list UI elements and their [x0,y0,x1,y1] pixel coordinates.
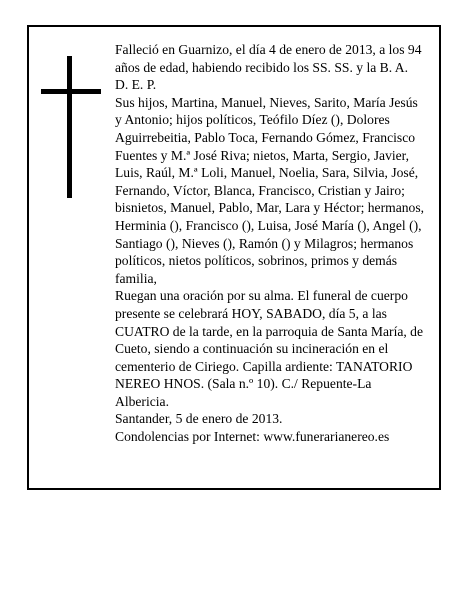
cross-vertical-bar [67,56,72,198]
notice-text [115,41,425,446]
family-list: Sus hijos, Martina, Manuel, Nieves, Sarito, María Jesús y Antonio; hijos políticos, Teófilo Díez (), Dolores Aguirrebeitia, Pablo Toca, Fernando Gómez, Francisco Fuentes y M.ª José Riva; nietos, Marta, Sergio, Javier, Luis, Raúl, M.ª Loli, Manuel, Noelia, Sara, Silvia, José, Fernando, Víctor, Blanca, Francisco, Cristian y Jairo; bisnietos, Manuel, Pablo, Mar, Lara y Héctor; hermanos, Herminia (), Francisco (), Luisa, José María (), Angel (), Santiago (), Nieves (), Ramón () y Milagros; hermanos políticos, nietos políticos, sobrinos, primos y demás familia, [115,94,425,286]
condolences-info: Condolencias por Internet: www.funerarianereo.es [115,429,390,445]
rest-in-peace: D. E. P. [115,77,157,93]
cross-icon [41,56,101,198]
death-announcement: Falleció en Guarnizo, el día 4 de enero de 2013, a los 94 años de edad, habiendo recibido los SS. SS. y la B. A. [115,42,422,75]
obituary-notice [27,25,441,490]
cross-horizontal-bar [41,89,101,94]
funeral-details: Ruegan una oración por su alma. El funeral de cuerpo presente se celebrará HOY, SABADO, día 5, a las CUATRO de la tarde, en la parroquia de Santa María, de Cueto, siendo a continuación su incineración en el cementerio de Ciriego. Capilla ardiente: TANATORIO NEREO HNOS. (Sala n.º 10). C./ Repuente-La Albericia. [115,288,424,409]
place-date: Santander, 5 de enero de 2013. [115,411,283,427]
